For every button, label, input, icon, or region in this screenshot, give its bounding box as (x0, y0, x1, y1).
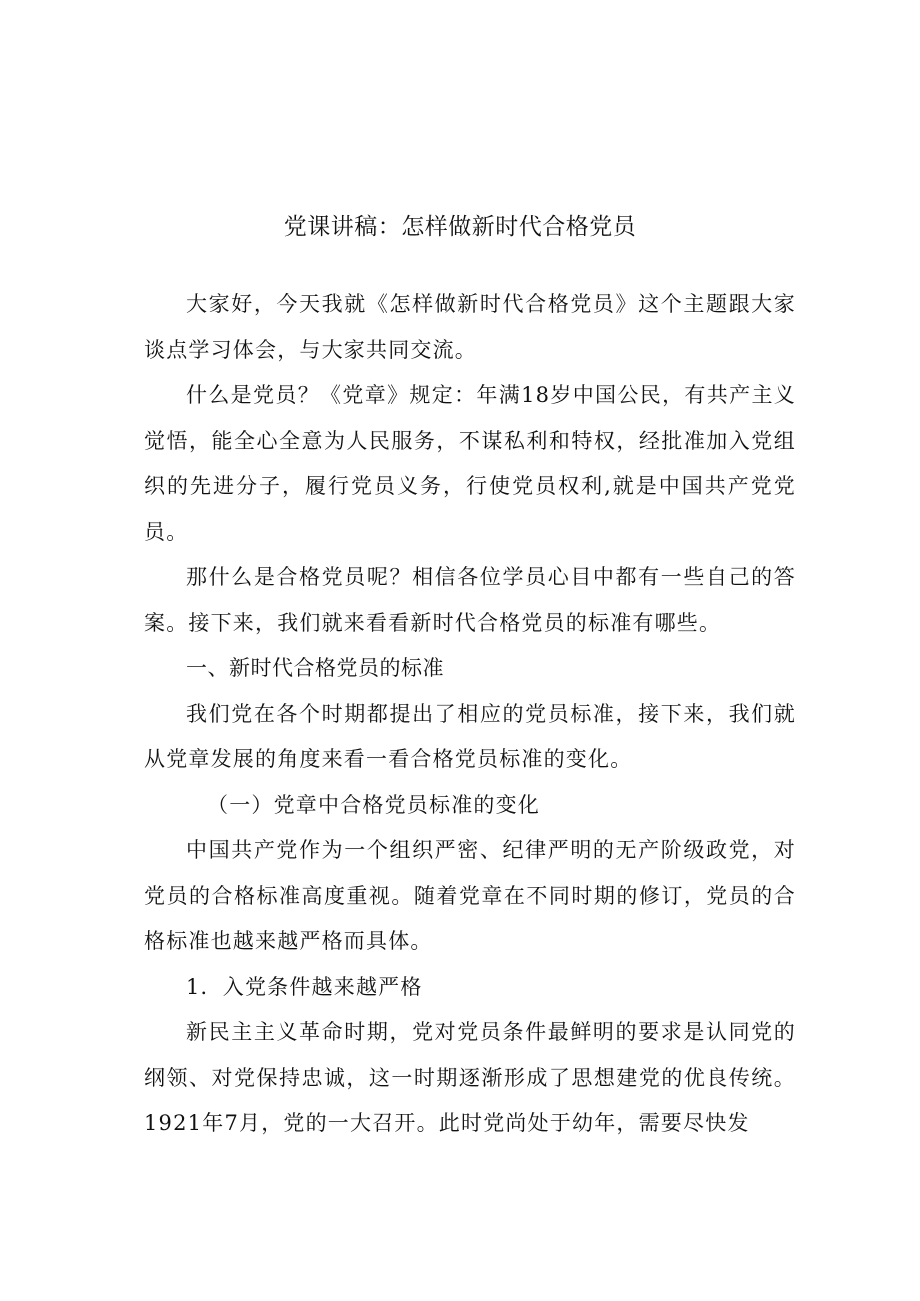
paragraph-standards-change: 中国共产党作为一个组织严密、纪律严明的无产阶级政党，对党员的合格标准高度重视。随着党章在不同时期的修订，党员的合格标准也越来越严格而具体。 (144, 838, 796, 953)
subsection-heading-1: （一）党章中合格党员标准的变化 (207, 792, 540, 817)
document-body (144, 282, 796, 1147)
paragraph-greeting: 大家好，今天我就《怎样做新时代合格党员》这个主题跟大家谈点学习体会，与大家共同交流。 (144, 292, 796, 362)
paragraph-qualified-member-question: 那什么是合格党员呢？相信各位学员心目中都有一些自己的答案。接下来，我们就来看看新时代合格党员的标准有哪些。 (144, 565, 796, 635)
document-title: 党课讲稿：怎样做新时代合格党员 (283, 214, 637, 240)
paragraph-party-member-definition: 什么是党员？《党章》规定：年满18岁中国公民，有共产主义觉悟，能全心全意为人民服务，不谋私利和特权，经批准加入党组织的先进分子，履行党员义务，行使党员权利,就是中国共产党党员。 (144, 383, 796, 544)
section-heading-1: 一、新时代合格党员的标准 (186, 656, 444, 680)
paragraph-new-democratic-period: 新民主主义革命时期，党对党员条件最鲜明的要求是认同党的纲领、对党保持忠诚，这一时期逐渐形成了思想建党的优良传统。1921年7月，党的一大召开。此时党尚处于幼年，需要尽快发 (144, 1020, 796, 1135)
item-heading-1: 1．入党条件越来越严格 (186, 974, 423, 999)
paragraph-standards-intro: 我们党在各个时期都提出了相应的党员标准，接下来，我们就从党章发展的角度来看一看合格党员标准的变化。 (144, 701, 796, 771)
